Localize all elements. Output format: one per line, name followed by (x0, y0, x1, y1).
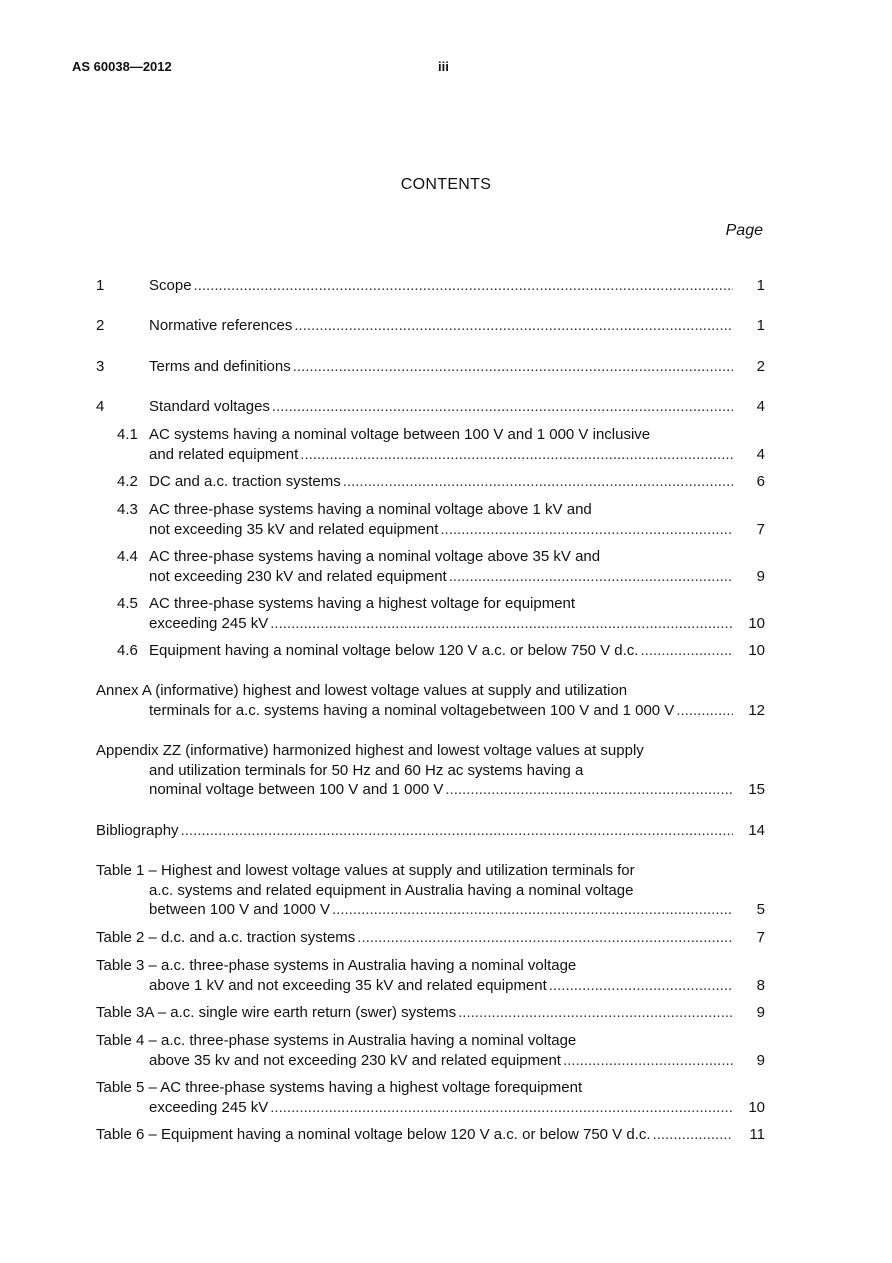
toc-entry-page: 10 (748, 1098, 765, 1116)
dot-leader (332, 901, 733, 918)
toc-entry-title-line: between 100 V and 1000 V (149, 901, 330, 918)
dot-leader (272, 398, 733, 415)
toc-entry-title-line: above 35 kv and not exceeding 230 kV and related equipment (149, 1051, 561, 1069)
document-id: AS 60038—2012 (72, 59, 172, 74)
toc-entry-page: 7 (756, 520, 765, 538)
toc-entry-title-line: AC three-phase systems having a highest voltage for equipment (149, 595, 576, 612)
toc-entry-title-line: a.c. systems and related equipment in Australia having a nominal voltage (149, 881, 634, 899)
toc-entry-page: 14 (748, 822, 765, 839)
toc-entry-title-line: Table 1 – Highest and lowest voltage values at supply and utilization terminals for (96, 862, 635, 879)
toc-entry-page: 15 (748, 781, 765, 798)
toc-entry-page: 9 (756, 1004, 765, 1021)
toc-entry-page: 8 (756, 976, 765, 994)
toc-entry-number: 4.1 (117, 426, 138, 443)
dot-leader (458, 1004, 733, 1021)
toc-entry-title-line: Terms and definitions (149, 358, 291, 375)
dot-leader (194, 277, 733, 294)
toc-entry-title-line: AC systems having a nominal voltage between 100 V and 1 000 V inclusive (149, 426, 651, 443)
toc-entry-page: 10 (748, 614, 765, 632)
dot-leader (300, 446, 733, 463)
toc-entry-page: 10 (748, 642, 765, 659)
contents-title: CONTENTS (400, 176, 492, 193)
toc-entry-page: 12 (748, 701, 765, 719)
toc-entry-number: 4 (96, 398, 105, 415)
toc-entry-title-line: Table 5 – AC three-phase systems having a highest voltage forequipment (96, 1079, 583, 1096)
toc-entry-title-line: Table 3A – a.c. single wire earth return (swer) systems (96, 1004, 457, 1021)
toc-entry-number: 1 (96, 277, 105, 294)
toc-entry-title-line: DC and a.c. traction systems (149, 473, 341, 490)
toc-entry-number: 3 (96, 358, 105, 375)
dot-leader (357, 929, 733, 946)
toc-entry-title-line: above 1 kV and not exceeding 35 kV and related equipment (149, 976, 547, 994)
toc-entry-title-line: Table 3 – a.c. three-phase systems in Australia having a nominal voltage (96, 957, 577, 974)
toc-entry-title-line: Annex A (informative) highest and lowest voltage values at supply and utilization (96, 682, 628, 699)
dot-leader (270, 1099, 733, 1116)
dot-leader (653, 1126, 733, 1143)
dot-leader (445, 781, 733, 798)
toc-entry-page: 6 (756, 473, 765, 490)
toc-entry-title-line: AC three-phase systems having a nominal voltage above 35 kV and (149, 548, 601, 565)
toc-entry-number: 4.2 (117, 473, 138, 490)
dot-leader (293, 358, 733, 375)
toc-entry-title-line: exceeding 245 kV (149, 1098, 269, 1116)
toc-entry-page: 1 (756, 277, 765, 294)
toc-entry-number: 4.6 (117, 642, 138, 659)
toc-entry-title-line: not exceeding 230 kV and related equipment (149, 567, 447, 585)
toc-entry-title-line: Standard voltages (149, 398, 270, 415)
dot-leader (563, 1052, 733, 1069)
toc-entry-title-line: Appendix ZZ (informative) harmonized highest and lowest voltage values at supply (96, 742, 644, 759)
toc-entry-title-line: exceeding 245 kV (149, 614, 269, 632)
dot-leader (343, 473, 733, 490)
toc-entry-number: 2 (96, 317, 105, 334)
toc-entry-title-line: Table 4 – a.c. three-phase systems in Australia having a nominal voltage (96, 1032, 577, 1049)
toc-entry-page: 9 (756, 567, 765, 585)
toc-entry-title-line: nominal voltage between 100 V and 1 000 V (149, 781, 444, 798)
toc-entry-title-line: Scope (149, 277, 192, 294)
dot-leader (181, 822, 733, 839)
toc-entry-title-line: Table 2 – d.c. and a.c. traction systems (96, 929, 356, 946)
toc-entry-number: 4.5 (117, 595, 138, 612)
toc-entry-title-line: Table 6 – Equipment having a nominal voltage below 120 V a.c. or below 750 V d.c. (96, 1126, 651, 1143)
dot-leader (640, 642, 733, 659)
dot-leader (676, 702, 733, 719)
toc-entry-title-line: not exceeding 35 kV and related equipment (149, 520, 439, 538)
page-number-roman: iii (438, 59, 449, 74)
toc-entry-page: 1 (756, 317, 765, 334)
dot-leader (440, 521, 733, 538)
toc-entry-page: 11 (749, 1126, 765, 1143)
toc-entry-title-line: and utilization terminals for 50 Hz and 60 Hz ac systems having a (149, 761, 584, 779)
dot-leader (270, 615, 733, 632)
dot-leader (449, 568, 733, 585)
toc-entry-page: 9 (756, 1051, 765, 1069)
toc-entry-title-line: and related equipment (149, 445, 299, 463)
toc-entry-page: 5 (756, 901, 765, 918)
toc-entry-title-line: Normative references (149, 317, 293, 334)
dot-leader (549, 977, 733, 994)
dot-leader (294, 317, 733, 334)
toc-entry-page: 4 (756, 398, 765, 415)
toc-entry-number: 4.3 (117, 501, 138, 518)
toc-entry-title-line: Bibliography (96, 822, 179, 839)
toc-entry-page: 7 (756, 929, 765, 946)
toc-entry-page: 4 (756, 445, 765, 463)
toc-entry-title-line: Equipment having a nominal voltage below 120 V a.c. or below 750 V d.c. (149, 642, 639, 659)
toc-entry-title-line: AC three-phase systems having a nominal voltage above 1 kV and (149, 501, 592, 518)
toc-entry-page: 2 (756, 358, 765, 375)
toc-entry-title-line: terminals for a.c. systems having a nominal voltagebetween 100 V and 1 000 V (149, 701, 675, 719)
page-column-label: Page (725, 222, 763, 239)
toc-entry-number: 4.4 (117, 548, 138, 565)
